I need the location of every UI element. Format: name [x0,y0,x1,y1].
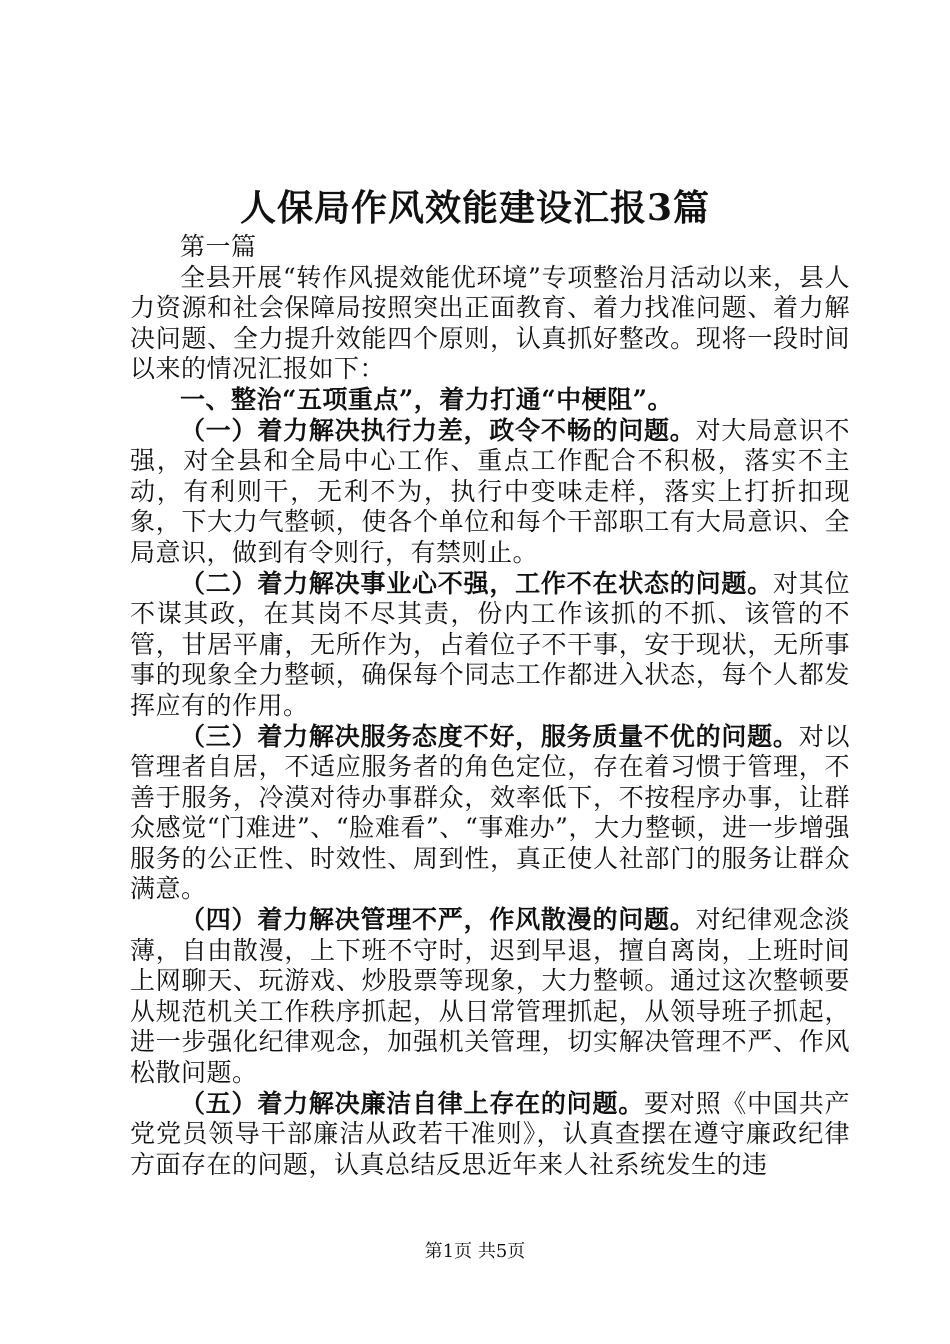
section-heading: 一、整治“五项重点”，着力打通“中梗阻”。 [180,384,674,414]
document-title: 人保局作风效能建设汇报3篇 [239,187,711,229]
document-body [130,232,850,1180]
item-text: 对纪律观念淡薄，自由散漫，上下班不守时，迟到早退，擅自离岗，上班时间上网聊天、玩游戏、炒股票等现象，大力整顿。通过这次整顿要从规范机关工作秩序抓起，从日常管理抓起，从领导班子抓起，进一步强化纪律观念，加强机关管理，切实解决管理不严、作风松散问题。 [130,905,850,1088]
item-text: 对其位不谋其政，在其岗不尽其责，份内工作该抓的不抓、该管的不管，甘居平庸，无所作为，占着位子不干事，安于现状，无所事事的现象全力整顿，确保每个同志工作都进入状态，每个人都发挥应有的作用。 [130,568,850,720]
item-lead: （一）着力解决执行力差，政令不畅的问题。 [180,415,696,445]
item-paragraph [130,722,850,906]
item-lead: （三）着力解决服务态度不好，服务质量不优的问题。 [180,721,799,751]
section-label: 第一篇 [180,232,257,261]
item-paragraph [130,569,850,722]
item-text: 对大局意识不强，对全县和全局中心工作、重点工作配合不积极，落实不主动，有利则干，无利不为，执行中变味走样，落实上打折扣现象，下大力气整顿，使各个单位和每个干部职工有大局意识、全局意识，做到有令则行，有禁则止。 [130,415,850,567]
item-lead: （四）着力解决管理不严，作风散漫的问题。 [180,905,696,935]
item-lead: （五）着力解决廉洁自律上存在的问题。 [180,1088,645,1118]
item-text: 要对照《中国共产党党员领导干部廉洁从政若干准则》，认真查摆在遵守廉政纪律方面存在的问题，认真总结反思近年来人社系统发生的违 [130,1088,850,1179]
item-lead: （二）着力解决事业心不强，工作不在状态的问题。 [180,568,773,598]
page-footer: 第1页 共5页 [424,1241,526,1262]
item-paragraph [130,1089,850,1181]
item-paragraph [130,905,850,1089]
item-paragraph [130,416,850,569]
intro-paragraph: 全县开展“转作风提效能优环境”专项整治月活动以来，县人力资源和社会保障局按照突出正面教育、着力找准问题、着力解决问题、全力提升效能四个原则，认真抓好整改。现将一段时间以来的情况汇报如下： [130,262,850,384]
item-text: 对以管理者自居，不适应服务者的角色定位，存在着习惯于管理，不善于服务，冷漠对待办事群众，效率低下，不按程序办事，让群众感觉“门难进”、“脸难看”、“事难办”，大力整顿，进一步增强服务的公正性、时效性、周到性，真正使人社部门的服务让群众满意。 [130,721,850,904]
